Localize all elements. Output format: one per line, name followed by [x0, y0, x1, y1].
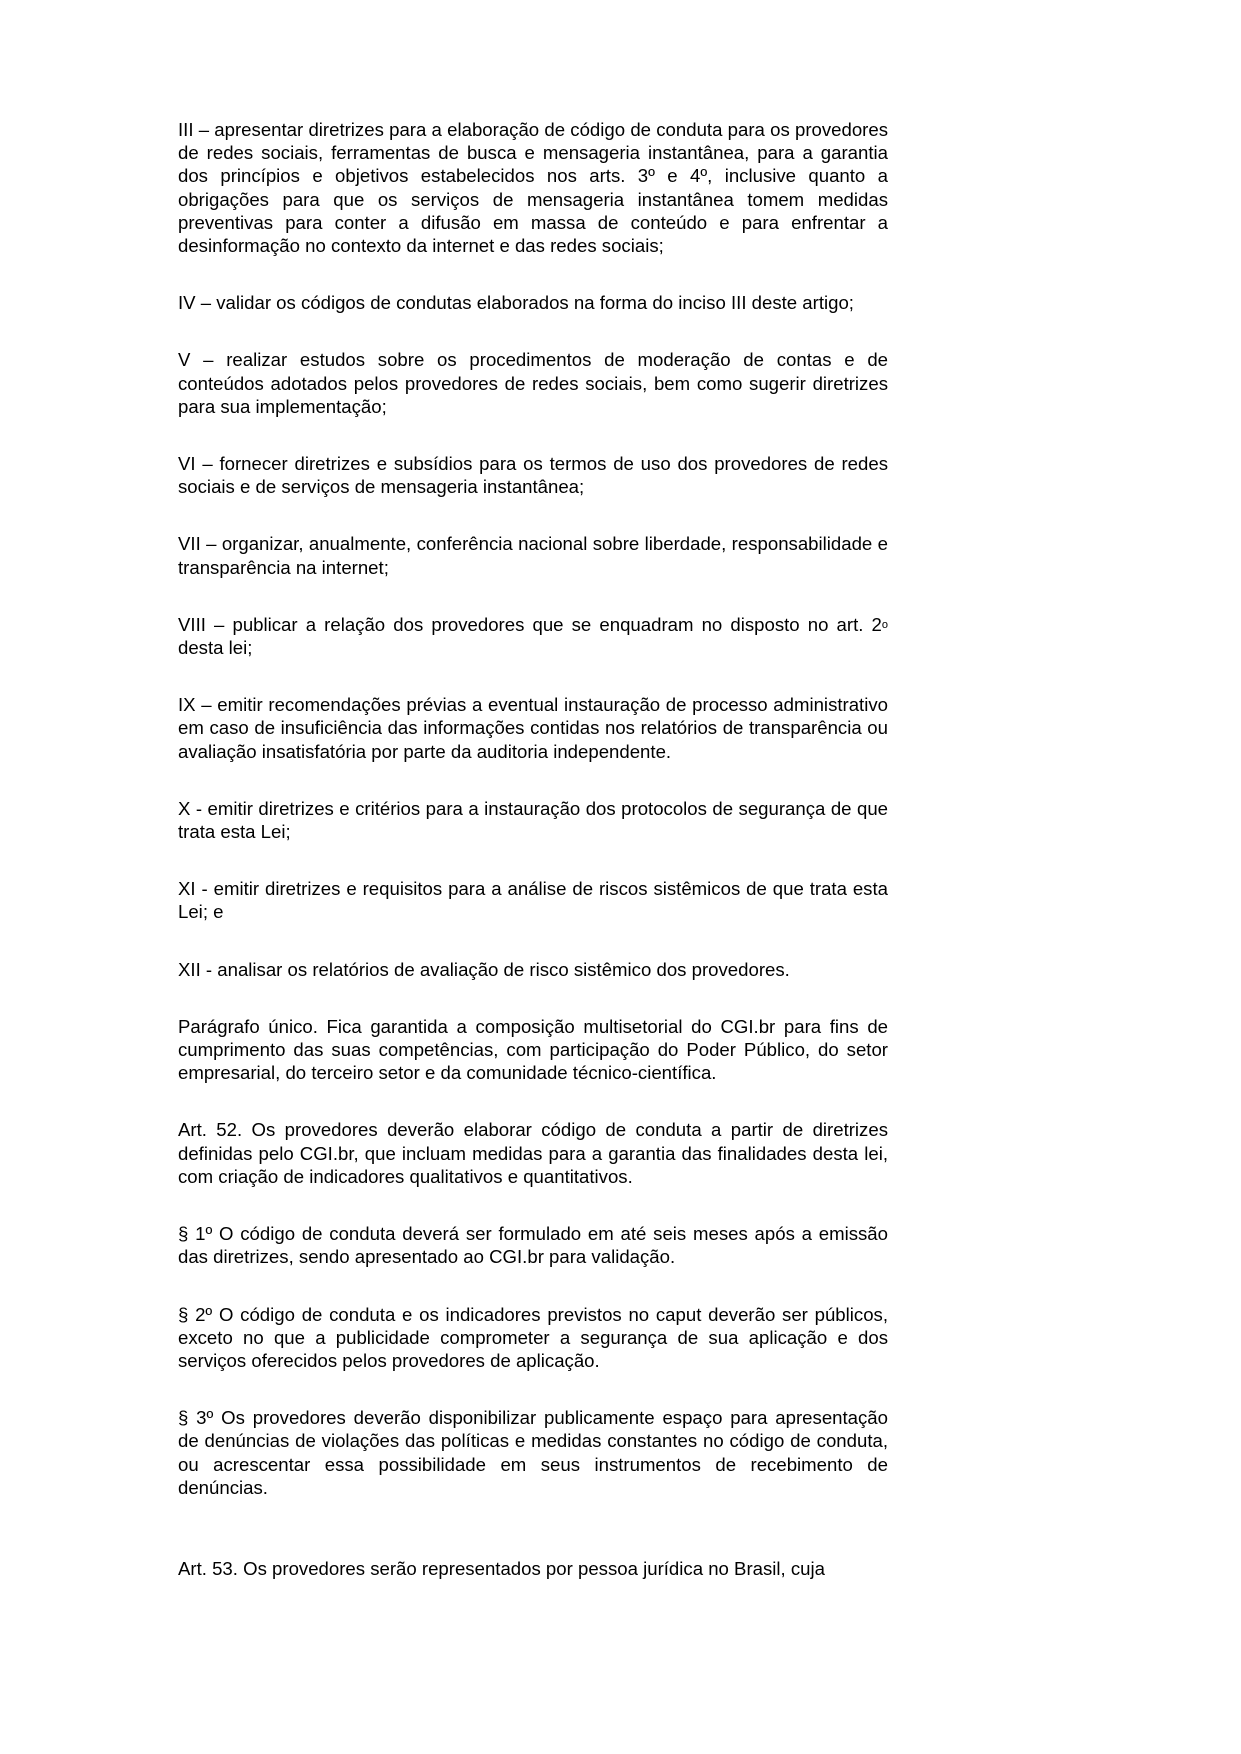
paragraph-inciso-vi: VI – fornecer diretrizes e subsídios para os termos de uso dos provedores de redes sociais e de serviços de mensageria instantânea; — [178, 453, 888, 498]
paragraph-inciso-vii: VII – organizar, anualmente, conferência nacional sobre liberdade, responsabilidade e transparência na internet; — [178, 533, 888, 578]
paragraph-art-52: Art. 52. Os provedores deverão elaborar código de conduta a partir de diretrizes definidas pelo CGI.br, que incluam medidas para a garantia das finalidades desta lei, com criação de indicadores qualitativos e quantitativos. — [178, 1119, 888, 1187]
paragraph-art-52-section-1: § 1º O código de conduta deverá ser formulado em até seis meses após a emissão das diretrizes, sendo apresentado ao CGI.br para validação. — [178, 1223, 888, 1268]
inciso-viii-text-end: desta lei; — [178, 637, 253, 659]
paragraph-art-52-section-3: § 3º Os provedores deverão disponibilizar publicamente espaço para apresentação de denúncias de violações das políticas e medidas constantes no código de conduta, ou acrescentar essa possibilidade em seus instrumentos de recebimento de denúncias. — [178, 1407, 888, 1498]
paragraph-inciso-xii: XII - analisar os relatórios de avaliação de risco sistêmico dos provedores. — [178, 958, 790, 980]
paragraph-art-53: Art. 53. Os provedores serão representados por pessoa jurídica no Brasil, cuja — [178, 1557, 825, 1579]
paragraph-unico: Parágrafo único. Fica garantida a composição multisetorial do CGI.br para fins de cumprimento das suas competências, com participação do Poder Público, do setor empresarial, do terceiro setor e da comunidade técnico-científica. — [178, 1015, 888, 1084]
ordinal-indicator: o — [881, 618, 888, 631]
paragraph-inciso-iii: III – apresentar diretrizes para a elaboração de código de conduta para os provedores de redes sociais, ferramentas de busca e mensageria instantânea, para a garantia dos princípios e objetivos estabelecidos nos arts. 3º e 4º, inclusive quanto a obrigações para que os serviços de mensageria instantânea tomem medidas preventivas para conter a difusão em massa de conteúdo e para enfrentar a desinformação no contexto da internet e das redes sociais; — [178, 119, 888, 257]
paragraph-inciso-iv: IV – validar os códigos de condutas elaborados na forma do inciso III deste artigo; — [178, 292, 854, 314]
paragraph-inciso-v: V – realizar estudos sobre os procedimentos de moderação de contas e de conteúdos adotados pelos provedores de redes sociais, bem como sugerir diretrizes para sua implementação; — [178, 349, 888, 417]
paragraph-art-52-section-2: § 2º O código de conduta e os indicadores previstos no caput deverão ser públicos, exceto no que a publicidade comprometer a segurança de sua aplicação e dos serviços oferecidos pelos provedores de aplicação. — [178, 1303, 888, 1371]
inciso-viii-text: VIII – publicar a relação dos provedores que se enquadram no disposto no art. 2 — [178, 613, 882, 635]
paragraph-inciso-x: X - emitir diretrizes e critérios para a instauração dos protocolos de segurança de que trata esta Lei; — [178, 797, 888, 843]
paragraph-inciso-ix: IX – emitir recomendações prévias a eventual instauração de processo administrativo em caso de insuficiência das informações contidas nos relatórios de transparência ou avaliação insatisfatória por parte da auditoria independente. — [178, 694, 888, 762]
paragraph-inciso-viii — [178, 613, 888, 659]
document-body — [178, 118, 888, 1580]
paragraph-inciso-xi: XI - emitir diretrizes e requisitos para a análise de riscos sistêmicos de que trata esta Lei; e — [178, 878, 888, 923]
